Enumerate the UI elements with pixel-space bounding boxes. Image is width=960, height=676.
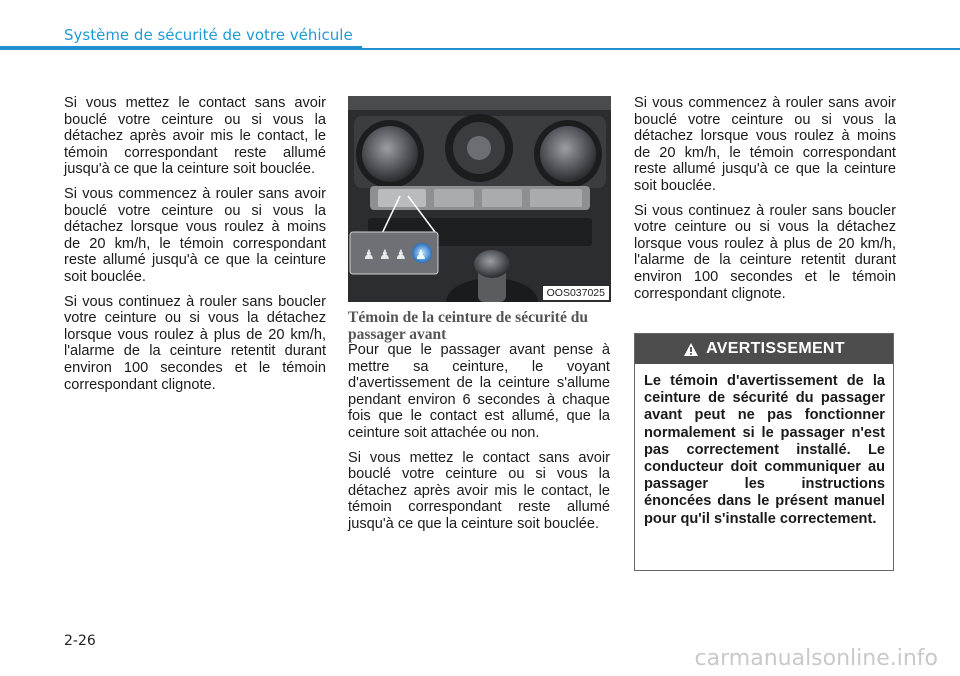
dashboard-illustration xyxy=(348,96,611,302)
paragraph: Pour que le passager avant pense à mettre sa ceinture, le voyant d'avertissement de la ceinture s'allume pendant environ 6 secondes à chaque fois que le contact est allumé, que la ceinture soit attachée ou non. xyxy=(348,342,610,441)
section-heading: Témoin de la ceinture de sécurité du passager avant xyxy=(348,309,588,343)
warning-triangle-icon xyxy=(683,342,699,357)
section-title: Système de sécurité de votre véhicule xyxy=(64,26,353,44)
warning-box xyxy=(634,333,894,571)
svg-text:♟: ♟ xyxy=(395,248,407,263)
paragraph: Si vous commencez à rouler sans avoir bouclé votre ceinture ou si vous la détachez lorsque vous roulez à moins de 20 km/h, le témoin correspondant reste allumé jusqu'à ce que la ceinture soit bouclée. xyxy=(64,185,326,285)
paragraph: Si vous mettez le contact sans avoir bouclé votre ceinture ou si vous la détachez après avoir mis le contact, le témoin correspondant reste allumé jusqu'à ce que la ceinture soit bouclée. xyxy=(64,95,326,178)
paragraph: Si vous commencez à rouler sans avoir bouclé votre ceinture ou si vous la détachez lorsque vous roulez à moins de 20 km/h, le témoin correspondant reste allumé jusqu'à ce que la ceinture soit bouclée. xyxy=(634,95,896,194)
right-column xyxy=(634,95,896,310)
warning-header xyxy=(635,334,893,364)
svg-text:♟: ♟ xyxy=(363,248,375,263)
warning-title: AVERTISSEMENT xyxy=(706,340,845,357)
left-column xyxy=(64,95,326,401)
dashboard-photo xyxy=(348,96,611,302)
paragraph: Si vous mettez le contact sans avoir bouclé votre ceinture ou si vous la détachez après avoir mis le contact, le témoin correspondant reste allumé jusqu'à ce que la ceinture soit bouclée. xyxy=(348,449,610,532)
page-number: 2-26 xyxy=(64,633,96,649)
watermark: carmanualsonline.info xyxy=(694,646,938,671)
warning-text: Le témoin d'avertissement de la ceinture de sécurité du passager avant peut ne pas fonctionner normalement si le passager n'est pas correctement installé. Le conducteur doit communiquer au passager les instructions énoncées dans le présent manuel pour qu'il s'installe correctement. xyxy=(644,373,885,527)
svg-text:♟: ♟ xyxy=(415,248,427,263)
header-rule-thick xyxy=(0,46,362,50)
header-rule-thin xyxy=(362,48,960,50)
paragraph: Si vous continuez à rouler sans boucler votre ceinture ou si vous la détachez lorsque vous roulez à plus de 20 km/h, l'alarme de la ceinture retentit durant environ 100 secondes et le témoin correspondant clignote. xyxy=(64,293,326,393)
middle-column xyxy=(348,342,610,541)
figure-code: OOS037025 xyxy=(543,286,609,300)
paragraph: Si vous continuez à rouler sans boucler votre ceinture ou si vous la détachez lorsque vous roulez à plus de 20 km/h, l'alarme de la ceinture retentit durant environ 100 secondes et le témoin correspondant clignote. xyxy=(634,202,896,302)
svg-text:♟: ♟ xyxy=(379,248,391,263)
